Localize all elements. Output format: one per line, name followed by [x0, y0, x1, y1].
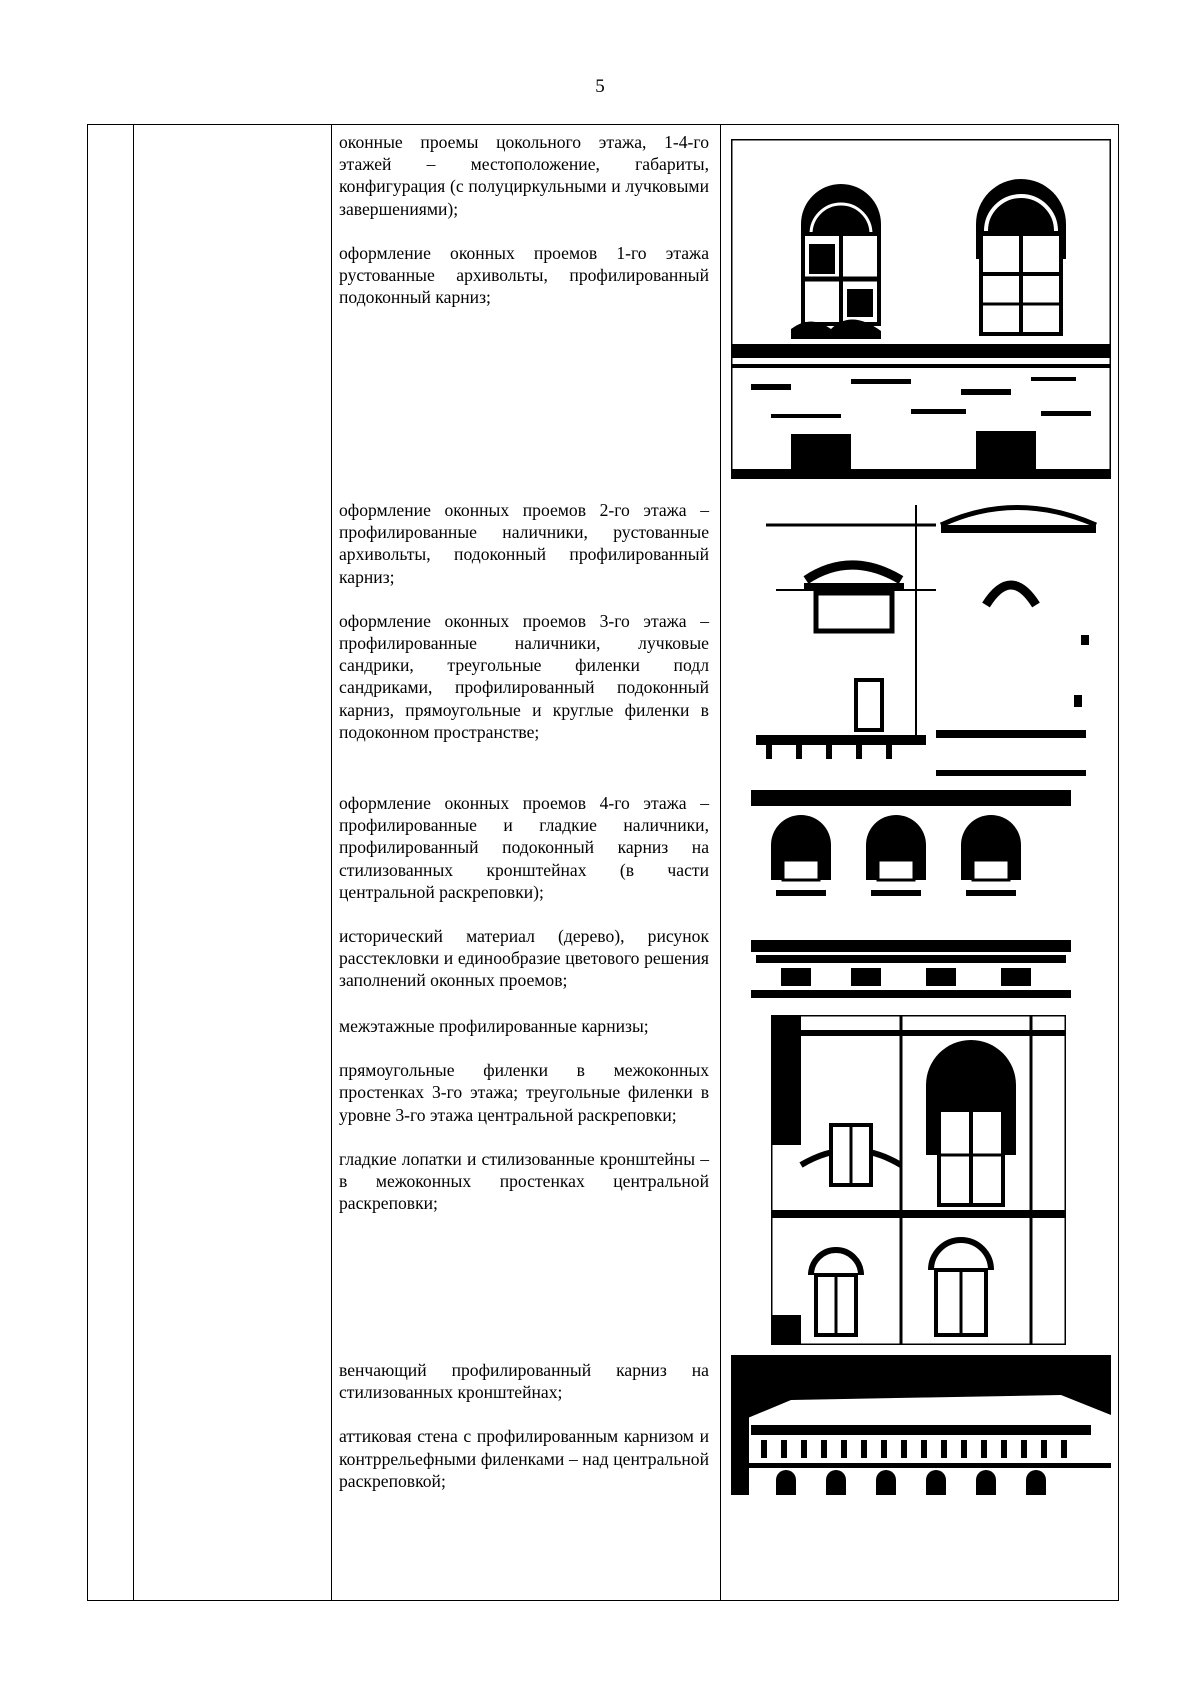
feature-paragraph: межэтажные профилированные карнизы;	[339, 1016, 649, 1036]
page-number: 5	[595, 76, 605, 97]
feature-paragraph: оформление оконных проемов 1-го этажа рустованные архивольты, профилированный подоконный карниз;	[339, 242, 709, 308]
feature-description	[339, 499, 709, 765]
feature-paragraph: прямоугольные филенки в межоконных простенках 3-го этажа; треугольные филенки в уровне 3-го этажа центральной раскреповки;	[339, 1060, 709, 1125]
table-row	[331, 495, 1118, 790]
feature-description	[339, 131, 709, 330]
table-row	[331, 125, 1118, 495]
feature-paragraph: исторический материал (дерево), рисунок расстекловки и единообразие цветового решения заполнений оконных проемов;	[339, 926, 709, 991]
upper-floor-windows-photo	[756, 495, 1106, 780]
crowning-cornice-photo	[731, 1355, 1111, 1495]
table-row	[331, 790, 1118, 1015]
feature-paragraph: гладкие лопатки и стилизованные кронштейны – в межоконных простенках центральной раскреповки;	[339, 1148, 709, 1214]
table-row	[331, 1015, 1118, 1355]
fourth-floor-windows-photo	[751, 790, 1071, 1010]
ground-floor-windows-photo	[731, 139, 1111, 479]
feature-paragraph: оформление оконных проемов 3-го этажа – профилированные наличники, лучковые сандрики, треугольные филенки подл сандриками, профилированный подоконный карниз, прямоугольные и круглые филенки в подоконном пространстве;	[339, 610, 709, 742]
facade-central-projection-photo	[771, 1015, 1066, 1345]
monument-features-table	[87, 124, 1119, 1601]
feature-paragraph: оформление оконных проемов 2-го этажа – профилированные наличники, рустованные архивольты, подоконный профилированный карниз;	[339, 500, 709, 587]
feature-paragraph: аттиковая стена с профилированным карнизом и контррельефными филенками – над центральной раскреповкой;	[339, 1426, 709, 1491]
feature-paragraph: оконные проемы цокольного этажа, 1-4-го этажей – местоположение, габариты, конфигурация (с полуциркульными и лучковыми завершениями);	[339, 132, 709, 219]
feature-description	[339, 792, 709, 1014]
feature-description	[339, 1015, 709, 1236]
feature-paragraph: венчающий профилированный карниз на стилизованных кронштейнах;	[339, 1360, 709, 1403]
feature-description	[339, 1359, 709, 1514]
column-divider-1	[133, 125, 134, 1600]
feature-paragraph: оформление оконных проемов 4-го этажа – профилированные и гладкие наличники, профилированный подоконный карниз на стилизованных кронштейнах (в части центральной раскреповки);	[339, 793, 709, 902]
table-row	[331, 1355, 1118, 1602]
